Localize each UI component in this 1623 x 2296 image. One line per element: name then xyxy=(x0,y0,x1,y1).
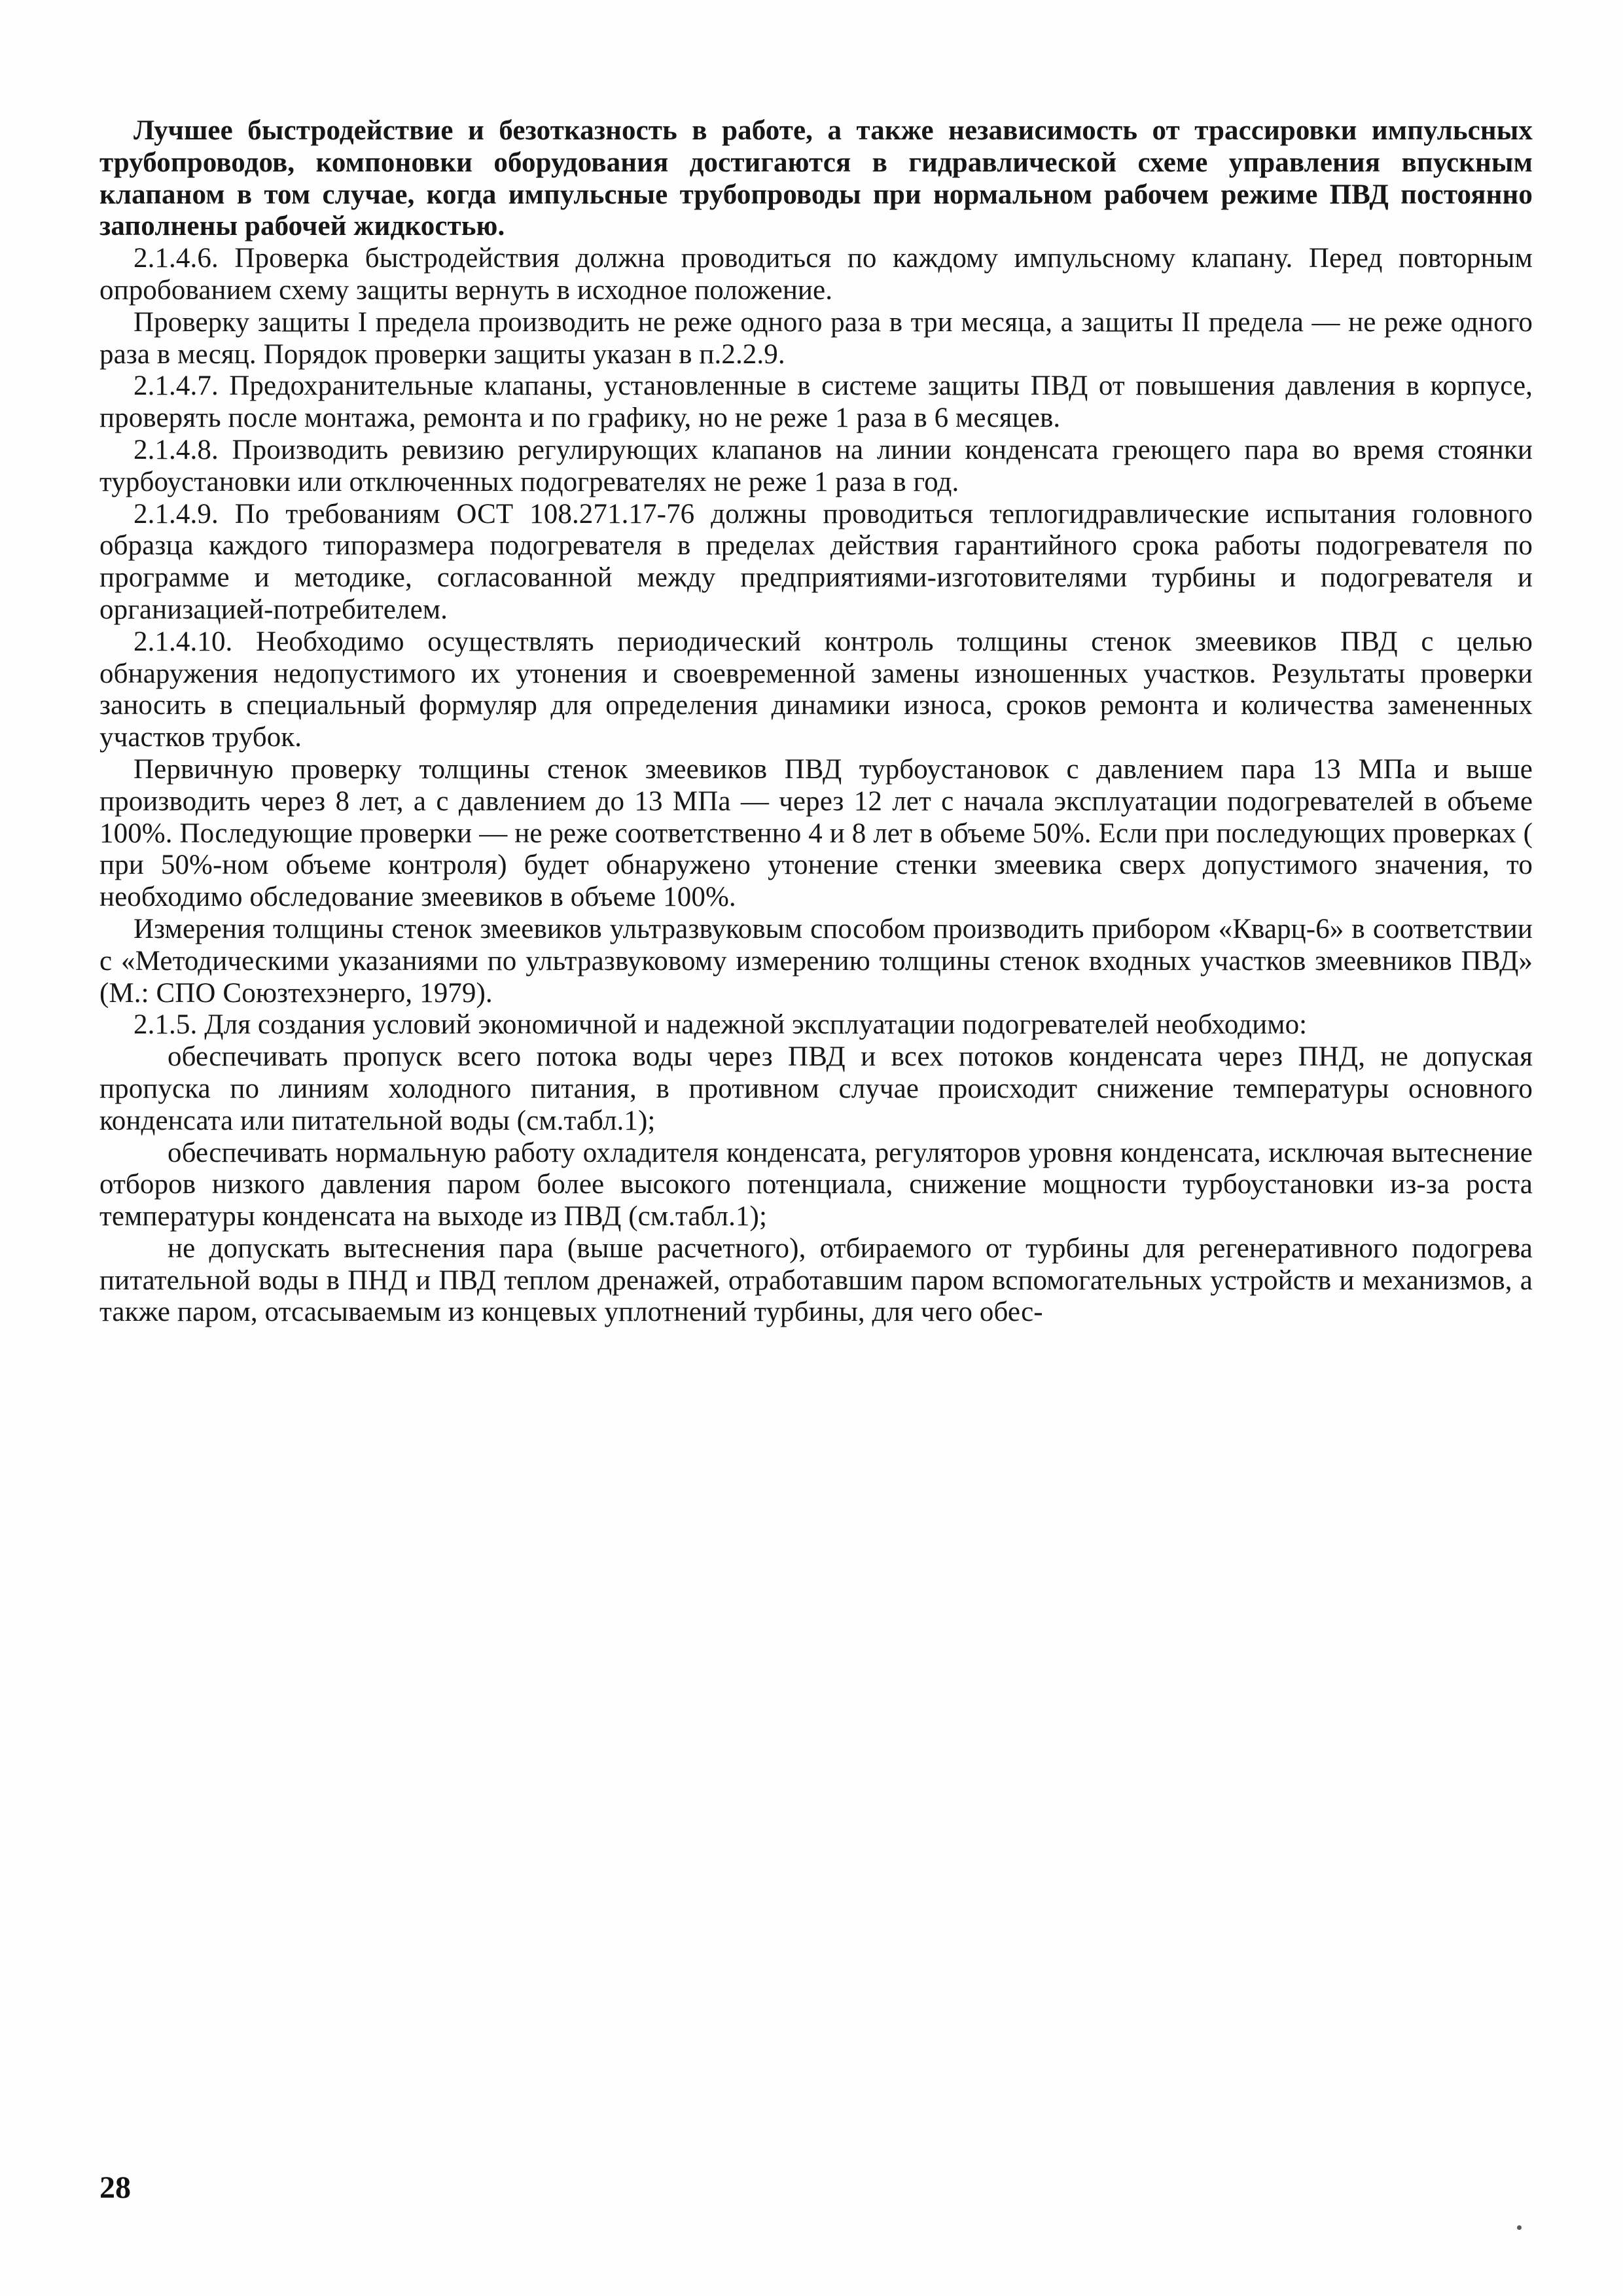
paragraph-9: Измерения толщины стенок змеевиков ультразвуковым способом производить прибором «Кварц-6» в соответствии с «Методическими указаниями по ультразвуковому измерению толщины стенок входных участков змеевников ПВД» (М.: СПО Союзтехэнерго, 1979). xyxy=(99,913,1533,1009)
paragraph-12: обеспечивать нормальную работу охладителя конденсата, регуляторов уровня конденсата, исключая вытеснение отборов низкого давления паром более высокого потенциала, снижение мощности турбоустановки из-за роста температуры конденсата на выходе из ПВД (см.табл.1); xyxy=(99,1137,1533,1232)
paragraph-11: обеспечивать пропуск всего потока воды через ПВД и всех потоков конденсата через ПНД, не допуская пропуска по линиям холодного питания, в противном случае происходит снижение температуры основного конденсата или питательной воды (см.табл.1); xyxy=(99,1041,1533,1136)
paragraph-10: 2.1.5. Для создания условий экономичной и надежной эксплуатации подогревателей необходимо: xyxy=(134,1009,1308,1041)
paragraph-1: Лучшее быстродействие и безотказность в работе, а также независимость от трассировки импульсных трубопроводов, компоновки оборудования достигаются в гидравлической схеме управления впускным клапаном в том случае, когда импульсные трубопроводы при нормальном рабочем режиме ПВД постоянно заполнены рабочей жидкостью. xyxy=(99,115,1533,242)
paragraph-2: 2.1.4.6. Проверка быстродействия должна проводиться по каждому импульсному клапану. Перед повторным опробованием схему защиты вернуть в исходное положение. xyxy=(99,243,1533,306)
paragraph-7: 2.1.4.10. Необходимо осуществлять периодический контроль толщины стенок змеевиков ПВД с целью обнаружения недопустимого их утонения и своевременной замены изношенных участков. Результаты проверки заносить в специальный формуляр для определения динамики износа, сроков ремонта и количества замененных участков трубок. xyxy=(99,626,1533,753)
page-number: 28 xyxy=(99,2170,131,2205)
paragraph-13: не допускать вытеснения пара (выше расчетного), отбираемого от турбины для регенеративного подогрева питательной воды в ПНД и ПВД теплом дренажей, отработавшим паром вспомогательных устройств и механизмов, а также паром, отсасываемым из концевых уплотнений турбины, для чего обес- xyxy=(99,1232,1533,1328)
paragraph-6: 2.1.4.9. По требованиям ОСТ 108.271.17-76 должны проводиться теплогидравлические испытания головного образца каждого типоразмера подогревателя в пределах действия гарантийного срока работы подогревателя по программе и методике, согласованной между предприятиями-изготовителями турбины и подогревателя и организацией-потребителем. xyxy=(99,498,1533,625)
paragraph-8: Первичную проверку толщины стенок змеевиков ПВД турбоустановок с давлением пара 13 МПа и выше производить через 8 лет, а с давлением до 13 МПа — через 12 лет с начала эксплуатации подогревателей в объеме 100%. Последующие проверки — не реже соответственно 4 и 8 лет в объеме 50%. Если при последующих проверках ( при 50%-ном объеме контроля) будет обнаружено утонение стенки змеевика сверх допустимого значения, то необходимо обследование змеевиков в объеме 100%. xyxy=(99,753,1533,913)
paragraph-5: 2.1.4.8. Производить ревизию регулирующих клапанов на линии конденсата греющего пара во время стоянки турбоустановки или отключенных подогревателях не реже 1 раза в год. xyxy=(99,434,1533,497)
page-body-text xyxy=(99,115,1533,1329)
paragraph-3: Проверку защиты I предела производить не реже одного раза в три месяца, а защиты II предела — не реже одного раза в месяц. Порядок проверки защиты указан в п.2.2.9. xyxy=(99,306,1533,370)
paragraph-4: 2.1.4.7. Предохранительные клапаны, установленные в системе защиты ПВД от повышения давления в корпусе, проверять после монтажа, ремонта и по графику, но не реже 1 раза в 6 месяцев. xyxy=(99,370,1533,434)
ink-speck xyxy=(1517,2225,1522,2230)
